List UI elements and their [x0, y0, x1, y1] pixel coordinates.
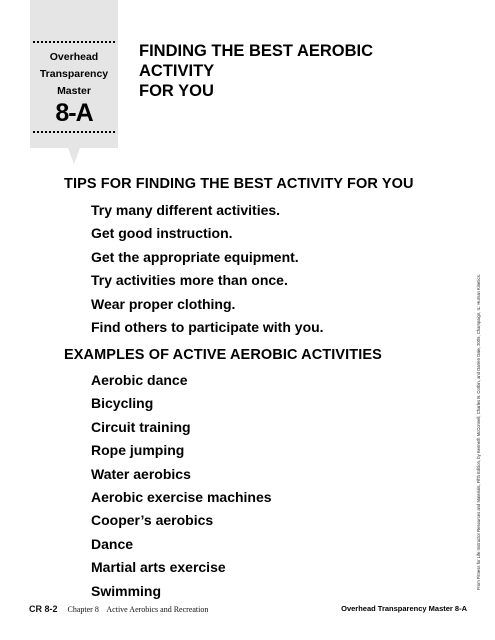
tab-divider-bottom: [33, 131, 115, 133]
list-item: Water aerobics: [91, 465, 191, 482]
list-item: Wear proper clothing.: [91, 295, 236, 312]
list-item: Rope jumping: [91, 442, 185, 459]
footer-left: [29, 604, 208, 614]
list-item: Aerobic dance: [91, 372, 188, 388]
tips-heading: TIPS FOR FINDING THE BEST ACTIVITY FOR YOU: [64, 176, 414, 192]
examples-list: [91, 369, 272, 603]
list-item: Circuit training: [91, 418, 191, 435]
copyright-credit-text: From Fitness for Life Instructor Resources and Materials, Fifth Edition, by Kenneth McConnell, Charles B. Corbin, and Darren Dale, 2005, Champaign, IL: Human Kinetics.: [476, 274, 481, 590]
list-item: Try many different activities.: [91, 202, 281, 218]
list-item: Try activities more than once.: [91, 272, 288, 289]
list-item: Martial arts exercise: [91, 559, 226, 576]
list-item: Find others to participate with you.: [91, 318, 324, 335]
tab-label-line: Master: [57, 85, 91, 97]
footer-chapter: Chapter 8: [67, 605, 99, 614]
list-item: Swimming: [91, 582, 162, 599]
footer-chapter-title: Active Aerobics and Recreation: [106, 605, 209, 614]
copyright-credit: [473, 170, 485, 590]
page-title-line: FOR YOU: [139, 82, 214, 100]
footer-right: Overhead Transparency Master 8-A: [341, 604, 467, 613]
list-item: Bicycling: [91, 395, 154, 412]
list-item: Aerobic exercise machines: [91, 488, 272, 505]
tab-label-line: Transparency: [39, 68, 109, 80]
tab-label-line: Overhead: [49, 51, 99, 63]
tab-number: 8-A: [55, 99, 93, 127]
list-item: Cooper’s aerobics: [91, 512, 214, 529]
page-title: [139, 41, 429, 101]
examples-heading: EXAMPLES OF ACTIVE AEROBIC ACTIVITIES: [64, 347, 382, 363]
list-item: Get good instruction.: [91, 225, 233, 242]
tab-divider-top: [33, 41, 115, 43]
list-item: Get the appropriate equipment.: [91, 248, 299, 265]
tab-label: [30, 49, 118, 100]
footer-page-code: CR 8-2: [29, 604, 58, 614]
tips-list: [91, 199, 324, 339]
page-title-line: FINDING THE BEST AEROBIC ACTIVITY: [139, 42, 374, 80]
tab-notch: [68, 148, 80, 164]
list-item: Dance: [91, 535, 134, 552]
